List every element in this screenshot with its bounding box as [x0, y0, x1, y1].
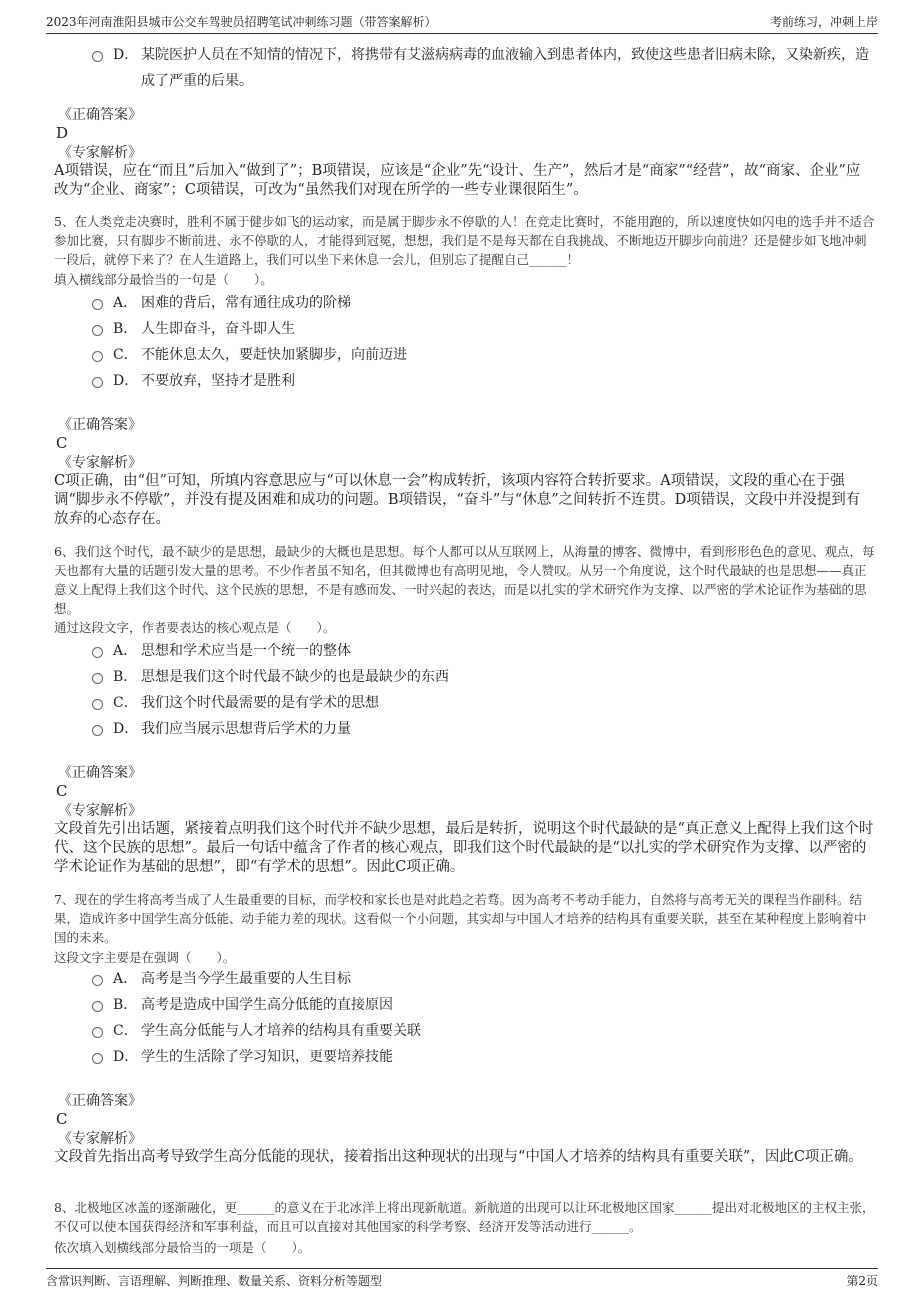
question-prompt: 通过这段文字，作者要表达的核心观点是（ ）。: [54, 620, 336, 635]
correct-answer: C: [56, 1110, 68, 1128]
option-text: 高考是当今学生最重要的人生目标: [141, 971, 351, 987]
analysis-label: 《专家解析》: [58, 1131, 142, 1147]
option-c[interactable]: [92, 342, 878, 368]
option-letter: B．: [113, 321, 138, 337]
option-letter: C．: [113, 695, 138, 711]
option-text: 思想是我们这个时代最不缺少的也是最缺少的东西: [141, 669, 449, 685]
document-title: 2023年河南淮阳县城市公交车驾驶员招聘笔试冲刺练习题（带答案解析）: [46, 15, 437, 29]
expert-analysis: 文段首先指出高考导致学生高分低能的现状，接着指出这种现状的出现与“中国人才培养的结构具有重要关联”，因此C项正确。: [54, 1149, 863, 1165]
option-b[interactable]: [92, 664, 878, 690]
radio-icon[interactable]: [92, 699, 103, 710]
option-text: 我们应当展示思想背后学术的力量: [141, 721, 351, 737]
option-text: 某院医护人员在不知情的情况下，将携带有艾滋病病毒的血液输入到患者体内，致使这些患者旧病未除，又染新疾，造成了严重的后果。: [141, 47, 869, 89]
question-stem: 7、现在的学生将高考当成了人生最重要的目标，而学校和家长也是对此趋之若骛。因为高考不考动手能力，自然将与高考无关的课程当作副科。结果，造成许多中国学生高分低能、动手能力差的现状。这看似一个小问题，其实却与中国人才培养的结构具有重要关联，甚至在某种程度上影响着中国的未来。: [54, 892, 867, 945]
q5-options: [92, 290, 878, 394]
analysis-label: 《专家解析》: [58, 455, 142, 471]
analysis-label: 《专家解析》: [58, 803, 142, 819]
answer-label: 《正确答案》: [58, 1093, 142, 1109]
expert-analysis: C项正确，由“但”可知，所填内容意思应与“可以休息一会”构成转折，该项内容符合转折要求。A项错误，文段的重心在于强调“脚步永不停歇”，并没有提及困难和成功的问题。B项错误，“奋斗”与“休息”之间转折不连贯。D项错误，文段中并没提到有放弃的心态存在。: [54, 473, 861, 527]
option-b[interactable]: [92, 992, 878, 1018]
option-c[interactable]: [92, 690, 878, 716]
header-slogan: 考前练习，冲刺上岸: [769, 15, 878, 29]
option-text: 思想和学术应当是一个统一的整体: [141, 643, 351, 659]
option-text: 困难的背后，常有通往成功的阶梯: [141, 295, 351, 311]
question-stem: 8、北极地区冰盖的逐渐融化，更______的意义在于北冰洋上将出现新航道。新航道的出现可以让环北极地区国家______提出对北极地区的主权主张，不仅可以使本国获得经济和军事利益，而且可以直接对其他国家的科学考察、经济开发等活动进行______。: [54, 1200, 875, 1234]
option-text: 学生的生活除了学习知识，更要培养技能: [141, 1049, 393, 1065]
q6-options: [92, 638, 878, 742]
radio-icon[interactable]: [92, 299, 103, 310]
option-letter: D．: [113, 1049, 139, 1065]
q7-options: [92, 966, 878, 1070]
option-c[interactable]: [92, 1018, 878, 1044]
option-letter: C．: [113, 347, 138, 363]
radio-icon[interactable]: [92, 975, 103, 986]
q4-option-d[interactable]: [54, 42, 878, 94]
radio-icon[interactable]: [92, 647, 103, 658]
radio-icon[interactable]: [92, 1027, 103, 1038]
option-letter: D．: [113, 721, 139, 737]
option-letter: A．: [113, 295, 138, 311]
answer-label: 《正确答案》: [58, 765, 142, 781]
radio-icon[interactable]: [92, 325, 103, 336]
correct-answer: C: [56, 782, 68, 800]
option-letter: A．: [113, 643, 138, 659]
option-text: 高考是造成中国学生高分低能的直接原因: [141, 997, 393, 1013]
page-number: 第2页: [846, 1273, 878, 1288]
correct-answer: C: [56, 434, 68, 452]
option-b[interactable]: [92, 316, 878, 342]
option-letter: B．: [113, 669, 138, 685]
analysis-label: 《专家解析》: [58, 145, 142, 161]
option-letter: B．: [113, 997, 138, 1013]
answer-label: 《正确答案》: [58, 107, 142, 123]
option-text: 不要放弃，坚持才是胜利: [141, 373, 295, 389]
option-a[interactable]: [92, 966, 878, 992]
option-letter: D．: [113, 373, 139, 389]
option-letter: D．: [113, 47, 139, 63]
radio-icon[interactable]: [92, 1001, 103, 1012]
option-d[interactable]: [92, 1044, 878, 1070]
option-text: 学生高分低能与人才培养的结构具有重要关联: [141, 1023, 421, 1039]
radio-icon[interactable]: [92, 725, 103, 736]
option-text: 不能休息太久，要赶快加紧脚步，向前迈进: [141, 347, 407, 363]
option-letter: C．: [113, 1023, 138, 1039]
radio-icon[interactable]: [92, 51, 103, 62]
question-stem: 6、我们这个时代，最不缺少的是思想，最缺少的大概也是思想。每个人都可以从互联网上，从海量的博客、微博中，看到形形色色的意见、观点，每天也都有大量的话题引发大量的思考。不少作者虽不知名，但其微博也有高明见地，令人赞叹。从另一个角度说，这个时代最缺的也是思想——真正意义上配得上我们这个时代、这个民族的思想，不是有感而发、一时兴起的表达，而是以扎实的学术研究作为支撑、以严密的学术论证作为基础的思想。: [54, 544, 875, 616]
radio-icon[interactable]: [92, 673, 103, 684]
answer-label: 《正确答案》: [58, 417, 142, 433]
option-d[interactable]: [92, 716, 878, 742]
question-prompt: 填入横线部分最恰当的一句是（ ）。: [54, 272, 273, 287]
option-text: 人生即奋斗，奋斗即人生: [141, 321, 295, 337]
radio-icon[interactable]: [92, 377, 103, 388]
footer-description: 含常识判断、言语理解、判断推理、数量关系、资料分析等题型: [46, 1273, 383, 1288]
correct-answer: D: [56, 124, 69, 142]
question-prompt: 这段文字主要是在强调（ ）。: [54, 950, 236, 965]
option-a[interactable]: [92, 290, 878, 316]
radio-icon[interactable]: [92, 1053, 103, 1064]
option-d[interactable]: [92, 368, 878, 394]
expert-analysis: A项错误，应在“而且”后加入“做到了”；B项错误，应该是“企业”先“设计、生产”，然后才是“商家”“经营”，故“商家、企业”应改为“企业、商家”；C项错误，可改为“虽然我们对现在所学的一些专业课很陌生”。: [54, 163, 861, 198]
page-footer: [46, 1268, 878, 1291]
page-header: [46, 10, 878, 34]
option-a[interactable]: [92, 638, 878, 664]
question-stem: 5、在人类竞走决赛时，胜利不属于健步如飞的运动家，而是属于脚步永不停歇的人！在竞走比赛时，不能用跑的，所以速度快如闪电的选手并不适合参加比赛，只有脚步不断前进、永不停歇的人，才能得到冠冕，想想，我们是不是每天都在自我挑战、不断地迈开脚步向前进？还是健步如飞地冲刺一段后，就停下来了？在人生道路上，我们可以坐下来休息一会儿，但别忘了提醒自己______！: [54, 214, 875, 267]
option-text: 我们这个时代最需要的是有学术的思想: [141, 695, 379, 711]
question-prompt: 依次填入划横线部分最恰当的一项是（ ）。: [54, 1240, 311, 1255]
expert-analysis: 文段首先引出话题，紧接着点明我们这个时代并不缺少思想，最后是转折，说明这个时代最缺的是“真正意义上配得上我们这个时代、这个民族的思想”。最后一句话中蕴含了作者的核心观点，即我们这个时代最缺的是“以扎实的学术研究作为支撑、以严密的学术论证作为基础的思想”，即“有学术的思想”。因此C项正确。: [54, 821, 874, 875]
radio-icon[interactable]: [92, 351, 103, 362]
option-letter: A．: [113, 971, 138, 987]
